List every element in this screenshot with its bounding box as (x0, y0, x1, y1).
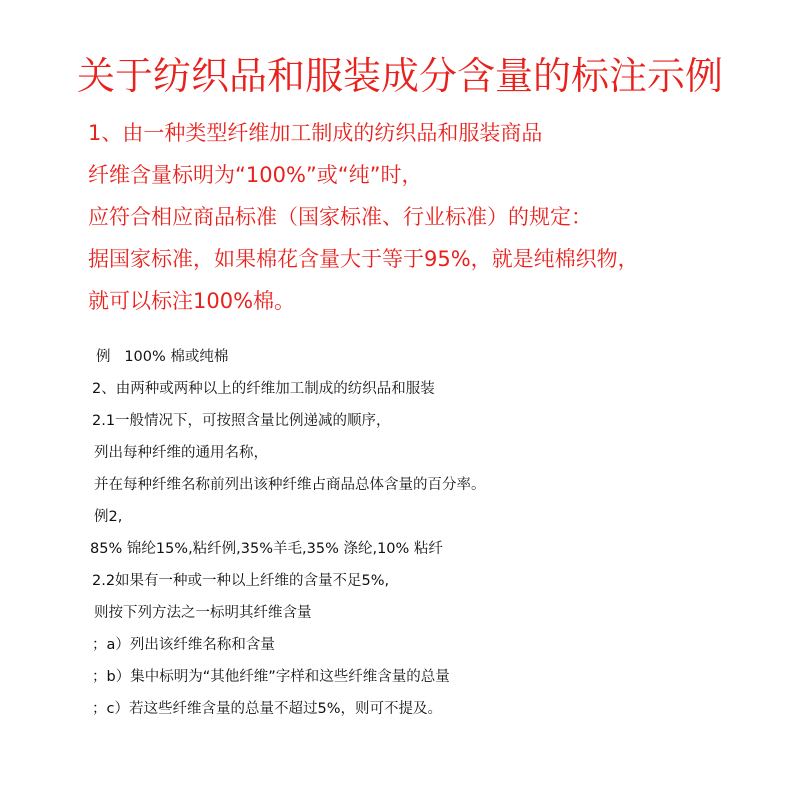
section2-1-line-2: 列出每种纤维的通用名称， (94, 445, 268, 461)
method-a: ；a）列出该纤维名称和含量 (92, 637, 275, 653)
example-2-composition: 85% 锦纶15%,粘纤例,35%羊毛,35% 涤纶,10% 粘纤 (90, 541, 443, 557)
section1-line-4: 据国家标准，如果棉花含量大于等于95%，就是纯棉织物， (88, 247, 639, 271)
section2-1-line-3: 并在每种纤维名称前列出该种纤维占商品总体含量的百分率。 (94, 477, 486, 493)
page-title: 关于纺织品和服装成分含量的标注示例 (76, 54, 723, 98)
section2-1-line-1: 2.1一般情况下，可按照含量比例递减的顺序， (92, 413, 391, 429)
method-b: ；b）集中标明为“其他纤维”字样和这些纤维含量的总量 (92, 669, 450, 685)
example-2-label: 例2, (94, 509, 123, 525)
section1-line-3: 应符合相应商品标准（国家标准、行业标准）的规定： (88, 205, 592, 229)
section1-line-5: 就可以标注100%棉。 (88, 289, 296, 313)
section1-line-1: 1、由一种类型纤维加工制成的纺织品和服装商品 (88, 121, 543, 145)
section2-2-line-2: 则按下列方法之一标明其纤维含量 (94, 605, 312, 621)
section2-heading: 2、由两种或两种以上的纤维加工制成的纺织品和服装 (92, 381, 435, 397)
example-pure-cotton: 例 100% 棉或纯棉 (96, 349, 229, 365)
section2-2-line-1: 2.2如果有一种或一种以上纤维的含量不足5%, (92, 573, 390, 589)
method-c: ；c）若这些纤维含量的总量不超过5%，则可不提及。 (92, 701, 442, 717)
section1-line-2: 纤维含量标明为“100%”或“纯”时， (88, 163, 423, 187)
